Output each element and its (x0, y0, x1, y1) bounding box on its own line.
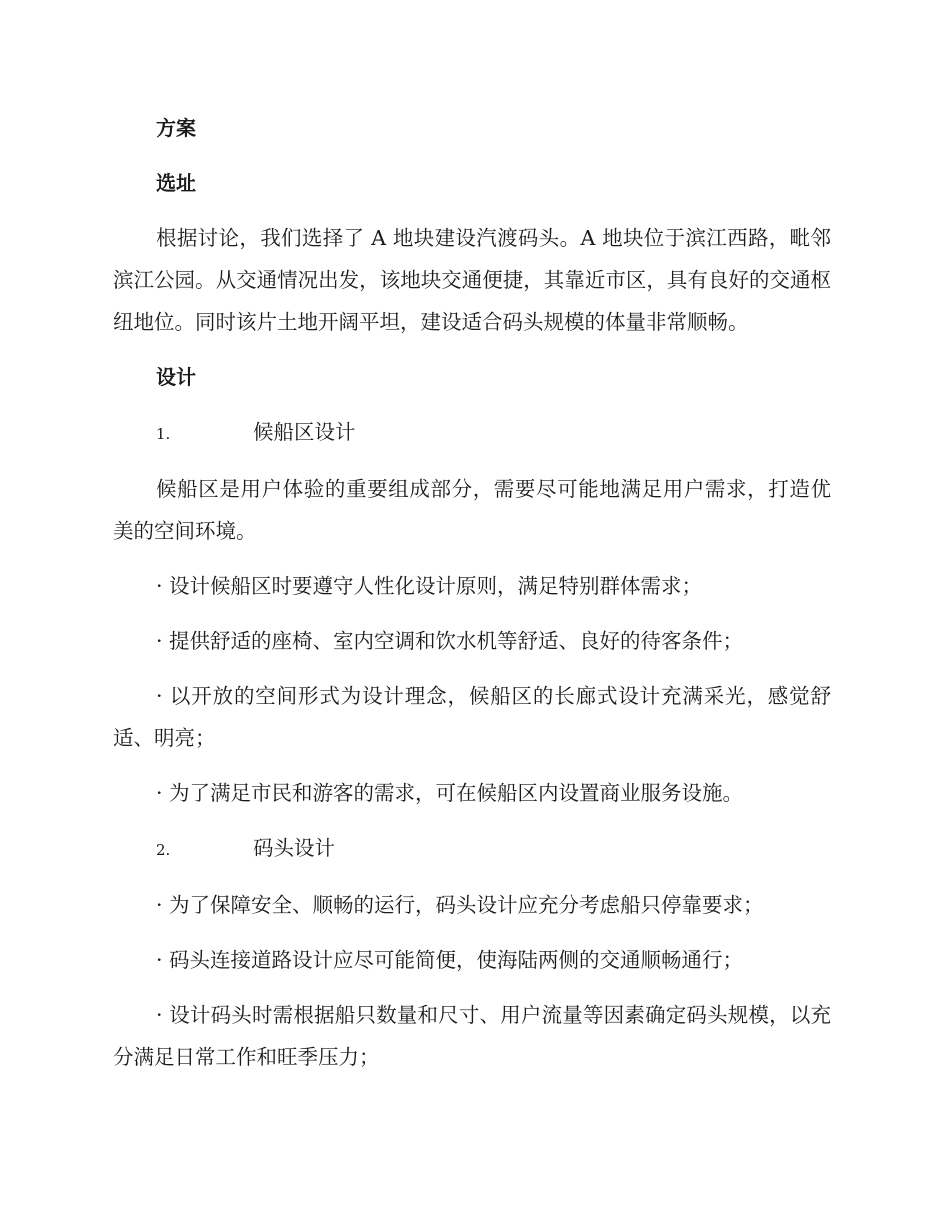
paragraph-site-selection: 根据讨论，我们选择了 A 地块建设汽渡码头。A 地块位于滨江西路，毗邻滨江公园。从交通情况出发，该地块交通便捷，其靠近市区，具有良好的交通枢纽地位。同时该片土地开阔平坦，建设适合码头规模的体量非常顺畅。 (113, 226, 831, 334)
numbered-item-pier-design (113, 827, 831, 871)
paragraph-waiting-area: 候船区是用户体验的重要组成部分，需要尽可能地满足用户需求，打造优美的空间环境。 (113, 477, 831, 543)
list-item-title: 码头设计 (253, 836, 335, 860)
list-number: 2. (156, 841, 171, 859)
heading-plan: 方案 (156, 116, 196, 140)
bullet-item: · 提供舒适的座椅、室内空调和饮水机等舒适、良好的待客条件； (156, 629, 744, 653)
bullet-item: · 设计码头时需根据船只数量和尺寸、用户流量等因素确定码头规模，以充分满足日常工作和旺季压力； (113, 1003, 831, 1069)
list-item-title: 候船区设计 (253, 420, 356, 444)
bullet-item: · 设计候船区时要遵守人性化设计原则，满足特别群体需求； (156, 574, 703, 598)
heading-site-selection: 选址 (156, 171, 196, 195)
numbered-item-waiting-area (113, 411, 831, 455)
bullet-item: · 以开放的空间形式为设计理念，候船区的长廊式设计充满采光，感觉舒适、明亮； (113, 684, 831, 750)
document-body (113, 107, 831, 1091)
bullet-item: · 为了保障安全、顺畅的运行，码头设计应充分考虑船只停靠要求； (156, 893, 764, 917)
bullet-item: · 为了满足市民和游客的需求，可在候船区内设置商业服务设施。 (156, 781, 744, 805)
heading-design: 设计 (156, 365, 196, 389)
list-number: 1. (156, 425, 171, 443)
bullet-item: · 码头连接道路设计应尽可能简便，使海陆两侧的交通顺畅通行； (156, 948, 744, 972)
